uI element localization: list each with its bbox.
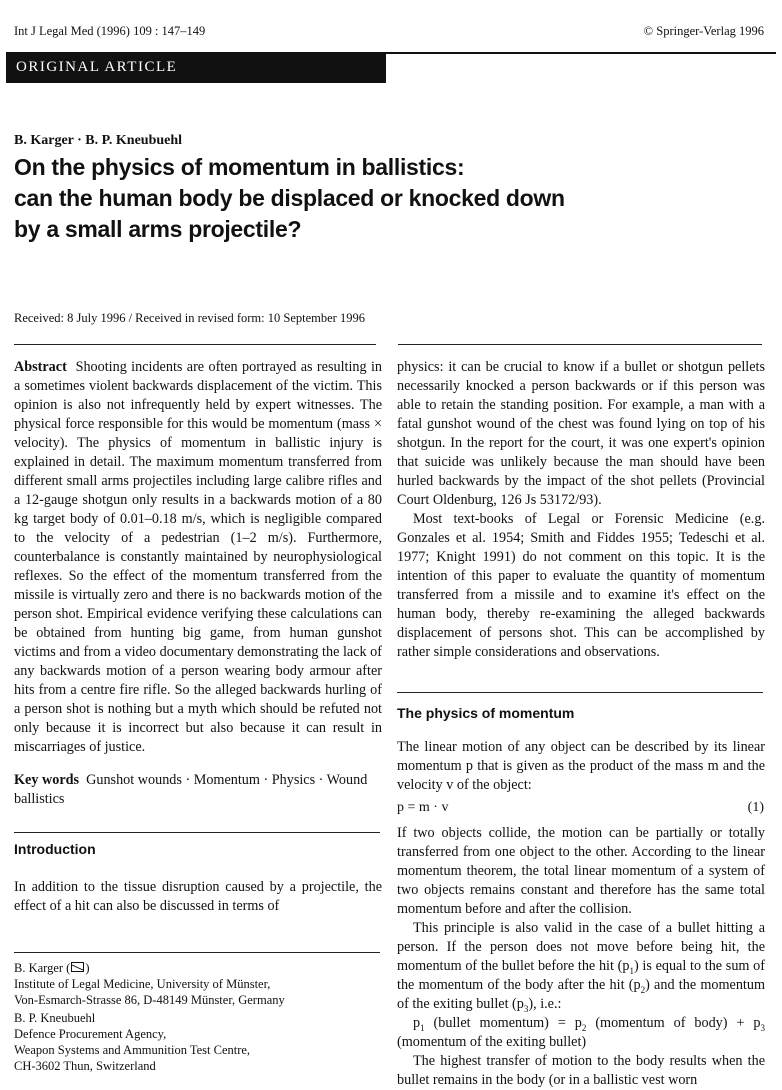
envelope-icon [71,962,84,972]
journal-citation: Int J Legal Med (1996) 109 : 147–149 [14,24,206,38]
subscript: 1 [420,1022,425,1033]
physics-paragraph-1 [397,738,765,795]
text-run: p [413,1015,421,1031]
subscript: 2 [581,1022,587,1033]
title-line: can the human body be displaced or knocked down [14,185,565,211]
author-affiliation-2 [14,1010,250,1074]
physics-text: The linear motion of any object can be described by its linear momentum p that is given as the product of the mass m and the velocity v of the object: [397,739,765,793]
title-line: On the physics of momentum in ballistics: [14,154,465,180]
affiliation-line: Institute of Legal Medicine, University of Münster, [14,977,271,991]
subscript: 3 [760,1022,765,1033]
introduction-heading: Introduction [14,841,96,857]
text-run: ) and the momentum of the exiting bullet (p [397,977,765,1012]
text-run: (bullet momentum) = p [424,1015,582,1031]
footnote-rule [14,952,380,953]
intro-text-left: In addition to the tissue disruption caused by a projectile, the effect of a hit can also be discussed in terms of [14,879,382,914]
intro-text-right: physics: it can be crucial to know if a bullet or shotgun pellets necessarily knocked a person backwards or if this person was able to retain the standing position. For example, a man with a fatal gunshot wound of the chest was found lying on top of his shotgun. In the report for the court, it was one expert's opinion that suicide was unlikely because the man should have been hurled backwards by the impact of the shot pellets (Provincial Court Oldenburg, 126 Js 53172/93). [397,359,765,508]
subscript: 3 [523,1003,529,1014]
text-run: ), i.e.: [528,996,562,1012]
received-dates: Received: 8 July 1996 / Received in revised form: 10 September 1996 [14,311,365,325]
equation: p = m · v [397,800,449,815]
keywords [14,771,382,809]
text-run: ) is equal to the sum of the momentum of the body after the hit (p [397,958,765,993]
introduction-continued [397,358,765,662]
abstract-label: Abstract [14,359,67,375]
publisher-copyright: © Springer-Verlag 1996 [643,24,764,38]
affiliation-line: Weapon Systems and Ammunition Test Centre, [14,1043,251,1057]
subscript: 1 [629,965,634,976]
text-run: (momentum of body) + p [586,1015,761,1031]
author2-name: B. P. Kneubuehl [14,1011,96,1025]
author1-close: ) [85,961,90,975]
equation-number: (1) [747,800,764,815]
author1-name: B. Karger ( [14,961,71,975]
abstract [14,358,382,757]
physics-paragraph-3 [397,919,765,1014]
affiliation-line: Von-Esmarch-Strasse 86, D-48149 Münster, Germany [14,993,285,1007]
physics-body [397,824,765,1090]
title-line: by a small arms projectile? [14,216,302,242]
article-type-banner: ORIGINAL ARTICLE [6,54,386,83]
divider-right [398,344,762,345]
physics-heading: The physics of momentum [397,705,575,721]
keywords-text: Gunshot wounds · Momentum · Physics · Wound ballistics [14,772,368,807]
section-rule [14,832,380,833]
divider-left [14,344,376,345]
physics-paragraph-2: If two objects collide, the motion can be partially or totally transferred from one object to the other. According to the linear momentum theorem, the total linear momentum of a system of two objects remains constant and therefore has the same total momentum before and after the collision. [397,825,765,917]
section-rule [397,692,763,693]
text-run: (momentum of the exiting bullet) [397,1034,587,1050]
subscript: 2 [640,984,646,995]
intro-paragraph-2: Most text-books of Legal or Forensic Medicine (e.g. Gonzales et al. 1954; Smith and Fiddes 1955; Tedeschi et al. 1977; Knight 1991) do not comment on this topic. It is the intention of this paper to evaluate the quantity of momentum transferred from a missile and to examine it's effect on the human body, thereby re-examining the alleged backwards displacement of persons shot. This can be accomplished by rather simple considerations and observations. [397,511,765,660]
affiliation-line: CH-3602 Thun, Switzerland [14,1059,156,1073]
affiliation-line: Defence Procurement Agency, [14,1027,167,1041]
physics-paragraph-5: The highest transfer of motion to the body results when the bullet remains in the body (or in a ballistic vest worn [397,1053,765,1088]
introduction-paragraph [14,878,382,916]
abstract-text: Shooting incidents are often portrayed as resulting in a sometimes violent backwards displacement of the victim. This opinion is also not infrequently held by expert witnesses. The physical force responsible for this would be momentum (mass × velocity). The physics of momentum in ballistic injury is explained in detail. The maximum momentum transferred from different small arms projectiles including large calibre rifles and a 12-gauge shotgun only results in a backwards motion of a 80 kg target body of 0.01–0.18 m/s, which is negligible compared to the velocity of a pedestrian (1–2 m/s). Furthermore, counterbalance is constantly maintained by neurophysiological reflexes. So the effect of the momentum transferred from the missile is virtually zero and there is no backwards motion of the person shot. Empirical evidence verifying these calculations can be obtained from hunting big game, from human gunshot victims and from a video documentary demonstrating the lack of any backwards motion of a person wearing body armour after hits from a centre fire rifle. So the alleged backwards hurling of a person shot is nothing but a myth which should be refuted not only because it is incorrect but also because it can result in miscarriages of justice. [14,359,382,755]
author-list: B. Karger · B. P. Kneubuehl [14,133,183,148]
author-affiliation-1 [14,960,285,1008]
text-run: This principle is also valid in the case of a bullet hitting a person. If the person does not move before being hit, the momentum of the bullet before the hit (p [397,920,765,974]
keywords-label: Key words [14,772,80,788]
article-title [14,152,614,245]
physics-paragraph-4 [397,1014,765,1052]
